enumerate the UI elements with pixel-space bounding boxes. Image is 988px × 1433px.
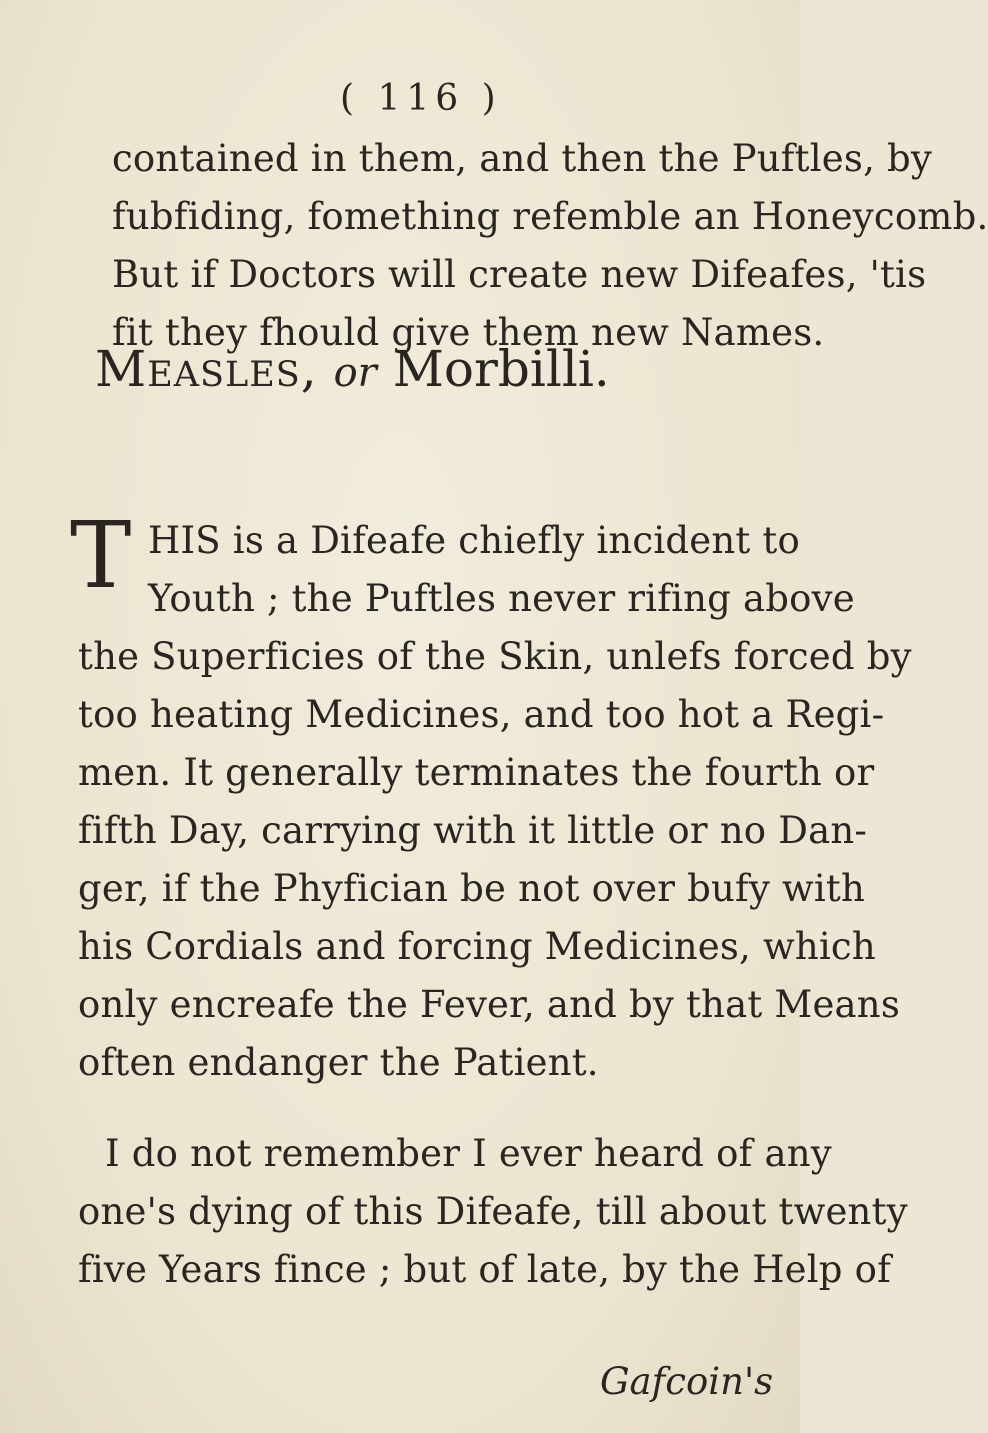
drop-cap: T: [70, 502, 132, 609]
text-line: the Superficies of the Skin, unlefs forced by: [78, 635, 912, 678]
text-line: Youth ; the Puftles never rifing above: [148, 577, 855, 620]
text-line: But if Doctors will create new Difeafes, 'tis: [112, 253, 927, 296]
page-number: ( 116 ): [340, 78, 502, 119]
text-line: I do not remember I ever heard of any: [105, 1132, 832, 1175]
text-line: only encreafe the Fever, and by that Means: [78, 983, 901, 1026]
text-line: five Years fince ; but of late, by the Help of: [78, 1248, 892, 1291]
heading-main: Measles,: [95, 340, 318, 398]
section-heading: [95, 340, 610, 398]
text-line: fubfiding, fomething refemble an Honeycomb.: [112, 195, 988, 238]
text-line: often endanger the Patient.: [78, 1041, 599, 1084]
text-line: his Cordials and forcing Medicines, which: [78, 925, 876, 968]
text-line: contained in them, and then the Puftles, by: [112, 137, 932, 180]
text-line: fifth Day, carrying with it little or no Dan-: [78, 809, 868, 852]
text-line: men. It generally terminates the fourth or: [78, 751, 875, 794]
catchword: Gafcoin's: [600, 1360, 774, 1403]
text-line: HIS is a Difeafe chiefly incident to: [148, 519, 800, 562]
text-line: fit they fhould give them new Names.: [112, 311, 825, 354]
text-line: too heating Medicines, and too hot a Regi-: [78, 693, 885, 736]
text-line: ger, if the Phyfician be not over bufy with: [78, 867, 866, 910]
heading-or: or: [333, 350, 377, 396]
text-line: one's dying of this Difeafe, till about twenty: [78, 1190, 908, 1233]
heading-latin: Morbilli.: [392, 340, 610, 398]
